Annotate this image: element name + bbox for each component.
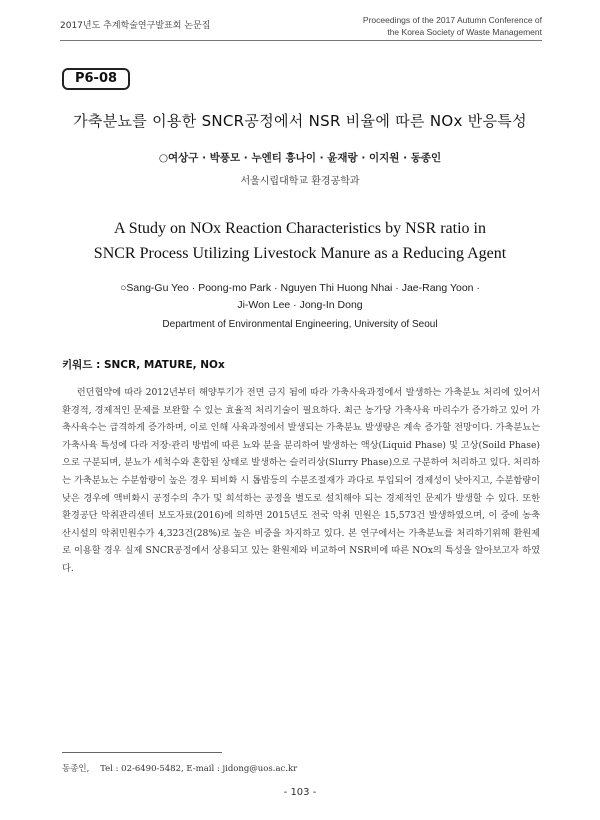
header-divider xyxy=(60,40,542,41)
running-header-english-line2: the Korea Society of Waste Management xyxy=(387,27,542,37)
abstract-body: 런던협약에 따라 2012년부터 해양투기가 전면 금지 됨에 따라 가축사육과정에서 발생하는 가축분뇨 처리에 있어서 환경적, 경제적인 문제를 보완할 수 있는 효율적 처리기술이 필요하다. 최근 농가당 가축사육 마리수가 증가하고 있어 가축사육수는 급격하게 증가하며, 이로 인해 사육과정에서 발생되는 가축분뇨 발생량은 계속 증가할 전망이다. 가축분뇨는 가축사육 특성에 다라 저장·관리 방법에 따른 뇨와 분을 분리하여 발생하는 액상(Liquid Phase) 및 고상(Soild Phase)으로 구분되며, 분뇨가 세척수와 혼합된 상태로 발생하는 슬러리상(Slurry Phase)으로 구분하여 처리하고 있다. 처리하는 가축분뇨는 수분함량이 높은 경우 퇴비화 시 톱밥등의 수분조절재가 과다로 투입되어 경제성이 낮아지고, 수분함량이 낮은 경우에 액비화시 공정수의 추가 및 희석하는 공정을 별도로 설치해야 되는 경제적인 문제가 발생할 수 있다. 또한 환경공단 악취관리센터 보도자료(2016)에 의하면 2015년도 전국 악취 민원은 15,573건 발생하였으며, 이 중에 농축산시설의 악취민원수가 4,323건(28%)로 높은 비중을 차지하고 있다. 본 연구에서는 가축분뇨를 처리하기위해 환원제로 이용할 경우 실제 SNCR공정에서 상용되고 있는 환원제와 비교하여 NSR비에 따른 NOx의 특성을 알아보고자 하였다. xyxy=(62,387,540,574)
keywords: 키워드 : SNCR, MATURE, NOx xyxy=(62,359,225,371)
english-authors xyxy=(0,280,600,314)
english-authors-line1: ○Sang-Gu Yeo · Poong-mo Park · Nguyen Thi Huong Nhai · Jae-Rang Yoon · xyxy=(120,282,480,294)
page-number: - 103 - xyxy=(283,787,317,798)
running-header-english xyxy=(363,14,542,38)
running-header-korean: 2017년도 추계학술연구발표회 논문집 xyxy=(60,21,211,31)
running-header-english-line1: Proceedings of the 2017 Autumn Conference of xyxy=(362,15,542,25)
english-authors-line2: Ji-Won Lee · Jong-In Dong xyxy=(237,299,363,311)
korean-authors: ○여상구 · 박풍모 · 누엔티 흥나이 · 윤재랑 · 이지원 · 동종인 xyxy=(158,152,442,164)
english-title xyxy=(0,216,600,266)
english-title-line2: SNCR Process Utilizing Livestock Manure as a Reducing Agent xyxy=(93,245,507,262)
english-title-line1: A Study on NOx Reaction Characteristics by NSR ratio in xyxy=(114,220,486,237)
korean-title: 가축분뇨를 이용한 SNCR공정에서 NSR 비율에 따른 NOx 반응특성 xyxy=(73,112,527,130)
corresponding-author-footnote: 동종인, Tel : 02-6490-5482, E-mail : jidong@uos.ac.kr xyxy=(62,764,298,774)
korean-affiliation: 서울시립대학교 환경공학과 xyxy=(240,176,360,187)
paper-code-badge: P6-08 xyxy=(62,68,130,90)
english-affiliation: Department of Environmental Engineering, University of Seoul xyxy=(162,319,438,330)
footnote-divider xyxy=(62,752,222,753)
